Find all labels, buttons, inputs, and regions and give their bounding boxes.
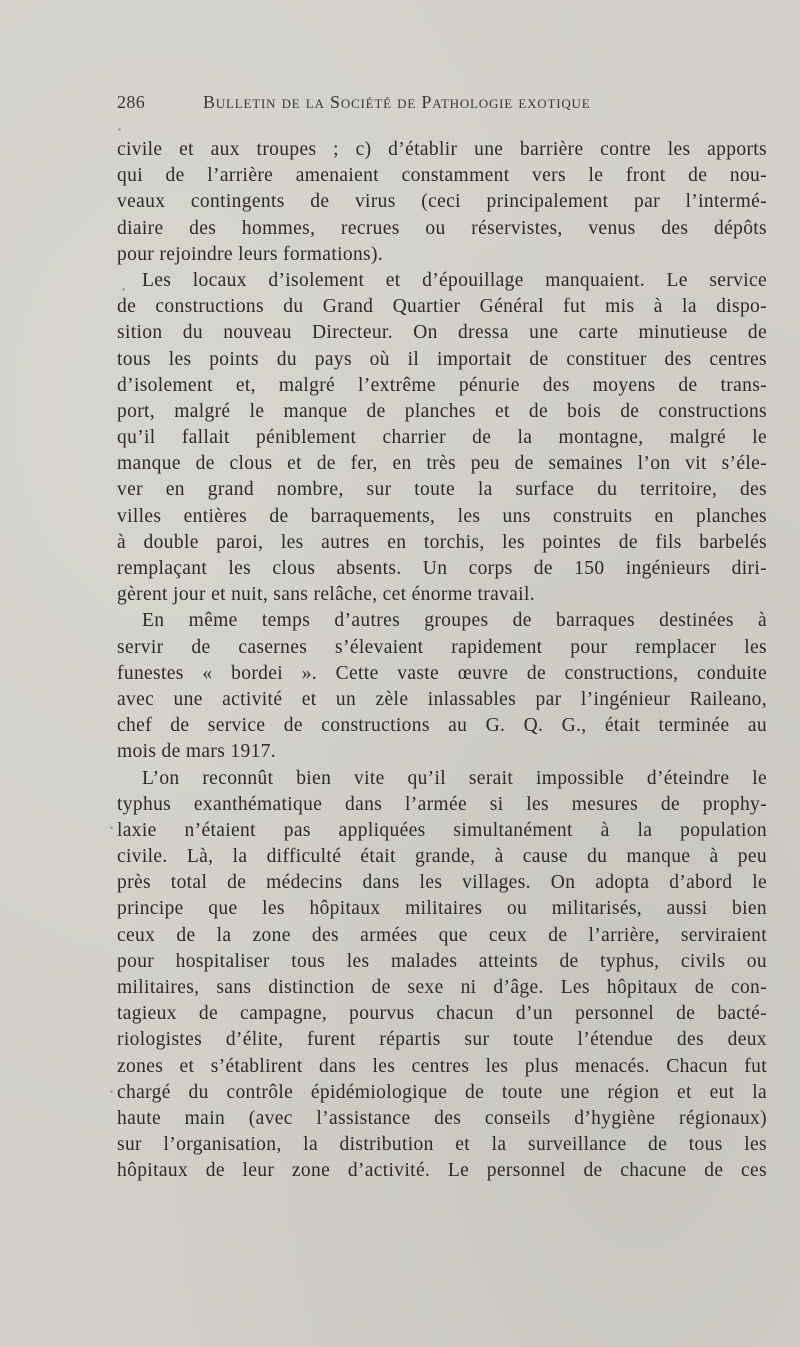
text-line: ver en grand nombre, sur toute la surface du territoire, des: [117, 479, 767, 501]
text-line: sur l’organisation, la distribution et la surveillance de tous les: [117, 1134, 767, 1156]
running-title: Bulletin de la Société de Pathologie exotique: [203, 92, 591, 112]
page-number: 286: [117, 92, 146, 112]
paper-speck: [110, 826, 113, 829]
text-line: mois de mars 1917.: [117, 741, 277, 763]
text-line: qui de l’arrière amenaient constamment vers le front de nou-: [117, 165, 767, 187]
text-line: de constructions du Grand Quartier Général fut mis à la dispo-: [117, 296, 767, 318]
paper-speck: [118, 128, 121, 131]
text-line: servir de casernes s’élevaient rapidement pour remplacer les: [117, 636, 767, 658]
paper-speck: [122, 288, 125, 291]
text-line: d’isolement et, malgré l’extrême pénurie des moyens de trans-: [117, 374, 767, 396]
text-line: tagieux de campagne, pourvus chacun d’un personnel de bacté-: [117, 1003, 767, 1025]
text-line: diaire des hommes, recrues ou réservistes, venus des dépôts: [117, 217, 767, 239]
text-line: villes entières de barraquements, les uns construits en planches: [117, 505, 767, 527]
text-line: militaires, sans distinction de sexe ni d’âge. Les hôpitaux de con-: [117, 977, 767, 998]
text-line: chargé du contrôle épidémiologique de toute une région et eut la: [117, 1081, 767, 1103]
text-line: veaux contingents de virus (ceci principalement par l’intermé-: [117, 191, 767, 213]
text-line: laxie n’étaient pas appliquées simultanément à la population: [117, 819, 767, 841]
text-line: près total de médecins dans les villages. On adopta d’abord le: [117, 872, 767, 894]
text-line: civile et aux troupes ; c) d’établir une barrière contre les apports: [117, 139, 767, 160]
text-line: civile. Là, la difficulté était grande, à cause du manque à peu: [117, 846, 767, 868]
text-line: à double paroi, les autres en torchis, les pointes de fils barbelés: [117, 531, 767, 553]
text-line: funestes « bordei ». Cette vaste œuvre de constructions, conduite: [117, 662, 767, 684]
text-line: L’on reconnût bien vite qu’il serait impossible d’éteindre le: [142, 767, 767, 789]
text-line: sition du nouveau Directeur. On dressa une carte minutieuse de: [117, 322, 767, 344]
text-line: zones et s’établirent dans les centres les plus menacés. Chacun fut: [117, 1055, 767, 1077]
text-line: gèrent jour et nuit, sans relâche, cet énorme travail.: [117, 584, 535, 606]
paper-speck: [110, 1090, 113, 1093]
text-line: pour rejoindre leurs formations).: [117, 243, 384, 265]
text-line: riologistes d’élite, furent répartis sur toute l’étendue des deux: [117, 1029, 767, 1051]
text-line: qu’il fallait péniblement charrier de la montagne, malgré le: [117, 427, 767, 449]
text-line: haute main (avec l’assistance des conseils d’hygiène régionaux): [117, 1107, 767, 1129]
text-line: avec une activité et un zèle inlassables par l’ingénieur Raileano,: [117, 688, 767, 710]
text-line: principe que les hôpitaux militaires ou militarisés, aussi bien: [117, 898, 767, 920]
text-line: pour hospitaliser tous les malades atteints de typhus, civils ou: [117, 950, 767, 972]
text-line: port, malgré le manque de planches et de bois de constructions: [117, 400, 767, 422]
text-line: ceux de la zone des armées que ceux de l’arrière, serviraient: [117, 924, 767, 946]
text-line: En même temps d’autres groupes de barraques destinées à: [142, 610, 767, 632]
text-line: remplaçant les clous absents. Un corps de 150 ingénieurs diri-: [117, 558, 767, 579]
text-line: Les locaux d’isolement et d’épouillage manquaient. Le service: [142, 269, 767, 291]
text-line: tous les points du pays où il importait de constituer des centres: [117, 348, 767, 370]
body-text: [117, 137, 767, 1185]
page-header: [117, 92, 767, 118]
text-line: chef de service de constructions au G. Q. G., était terminée au: [117, 715, 767, 737]
text-line: typhus exanthématique dans l’armée si les mesures de prophy-: [117, 793, 767, 815]
text-line: hôpitaux de leur zone d’activité. Le personnel de chacune de ces: [117, 1160, 767, 1182]
text-line: manque de clous et de fer, en très peu de semaines l’on vit s’éle-: [117, 453, 767, 475]
